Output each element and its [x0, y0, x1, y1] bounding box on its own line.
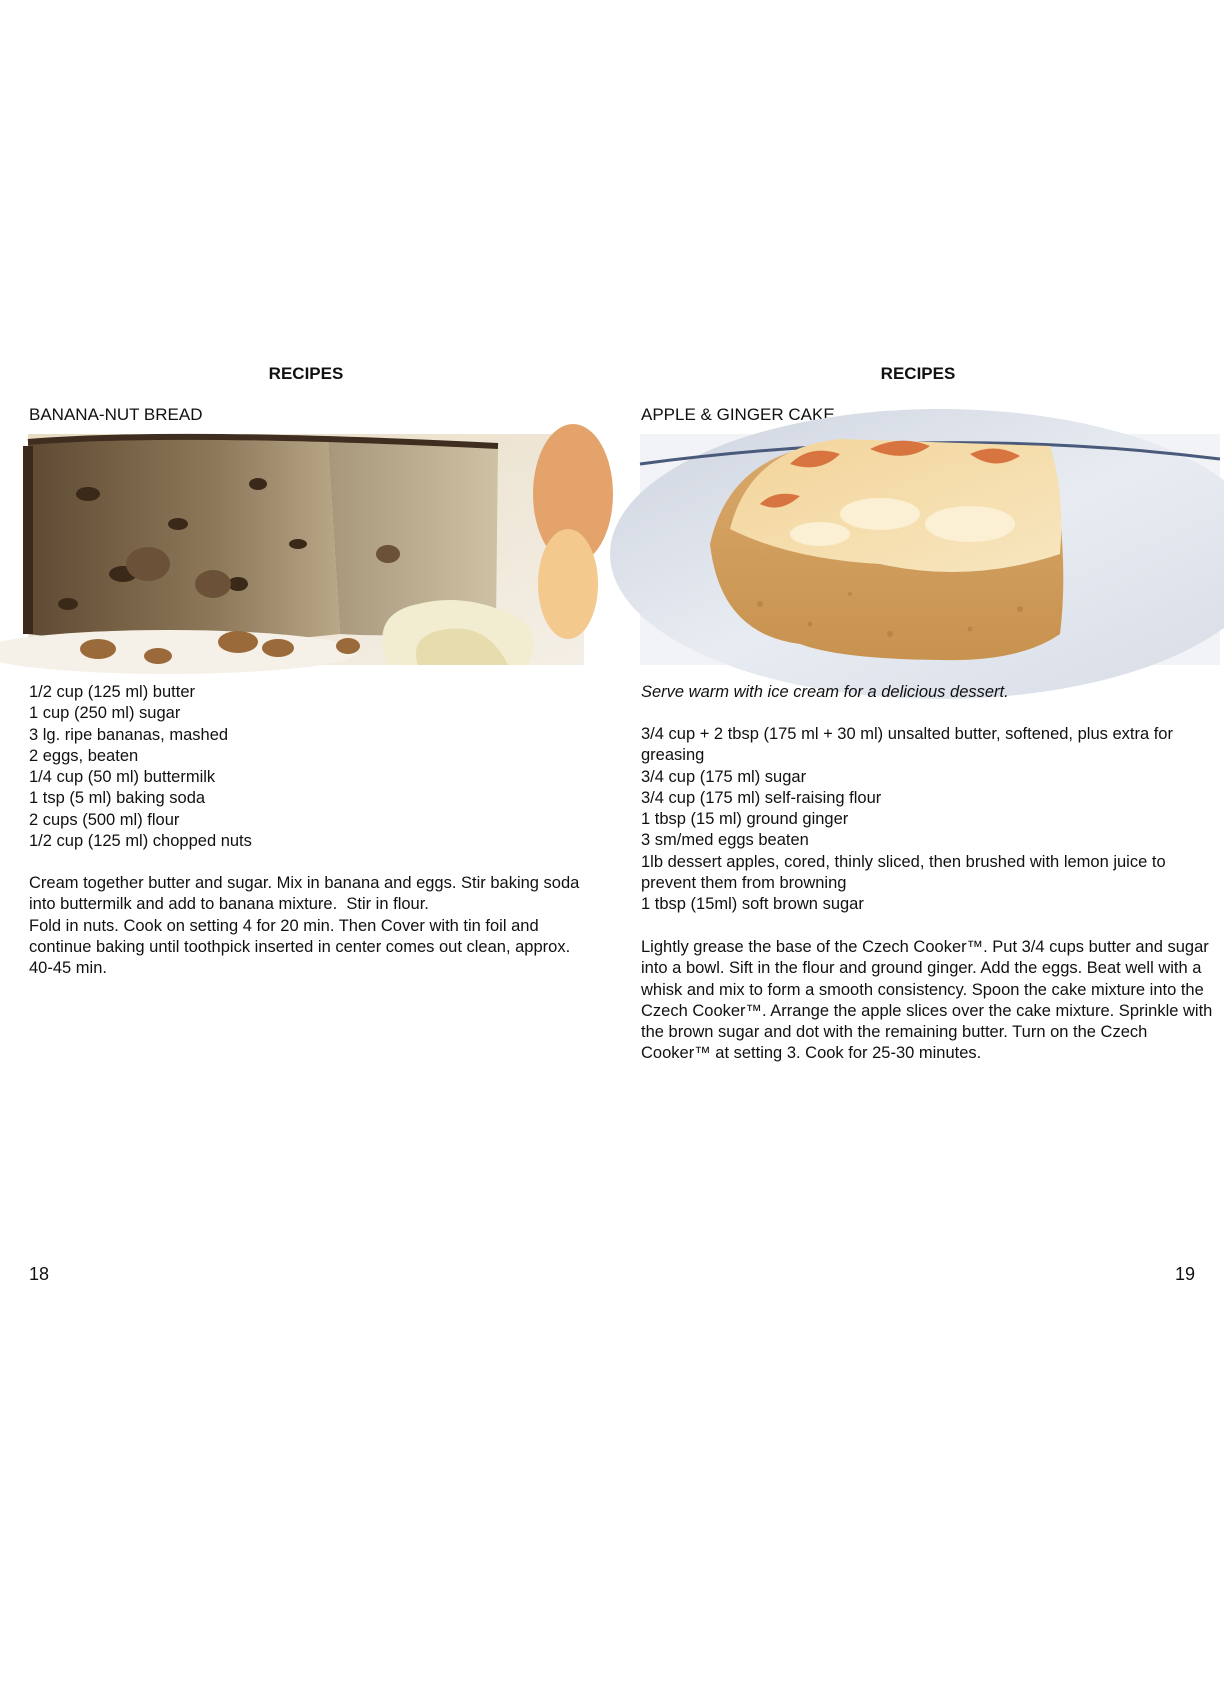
method-text: Cream together butter and sugar. Mix in banana and eggs. Stir baking soda into buttermilk and add to banana mixture. Stir in flour. Fold in nuts. Cook on setting 4 for 20 min. Then Cover with tin foil and continue baking until toothpick inserted in center comes out clean, approx. 40-45 min.	[29, 874, 580, 978]
recipe-title: BANANA-NUT BREAD	[29, 405, 203, 424]
page-number: 19	[1175, 1264, 1196, 1284]
ingredient-list: 3/4 cup + 2 tbsp (175 ml + 30 ml) unsalted butter, softened, plus extra for greasing 3/4 cup (175 ml) sugar 3/4 cup (175 ml) self-raising flour 1 tbsp (15 ml) ground ginger 3 sm/med eggs beaten 1lb dessert apples, cored, thinly sliced, then brushed with lemon juice to prevent them from browning 1 tbsp (15ml) soft brown sugar	[641, 725, 1173, 914]
right-page	[612, 0, 1217, 1684]
section-heading: RECIPES	[268, 364, 344, 383]
serving-note: Serve warm with ice cream for a delicious dessert.	[641, 683, 1009, 701]
banana-nut-bread-photo	[28, 434, 584, 665]
page-number: 18	[29, 1264, 50, 1284]
left-page	[0, 0, 595, 1684]
ingredient-list: 1/2 cup (125 ml) butter 1 cup (250 ml) sugar 3 lg. ripe bananas, mashed 2 eggs, beaten 1/4 cup (50 ml) buttermilk 1 tsp (5 ml) baking soda 2 cups (500 ml) flour 1/2 cup (125 ml) chopped nuts	[29, 683, 252, 851]
section-heading: RECIPES	[880, 364, 956, 383]
recipe-title: APPLE & GINGER CAKE	[641, 405, 835, 424]
method-text: Lightly grease the base of the Czech Cooker™. Put 3/4 cups butter and sugar into a bowl. Sift in the flour and ground ginger. Add the eggs. Beat well with a whisk and mix to form a smooth consistency. Spoon the cake mixture into the Czech Cooker™. Arrange the apple slices over the cake mixture. Sprinkle with the brown sugar and dot with the remaining butter. Turn on the Czech Cooker™ at setting 3. Cook for 25-30 minutes.	[641, 938, 1217, 1063]
apple-ginger-cake-photo	[640, 434, 1220, 665]
